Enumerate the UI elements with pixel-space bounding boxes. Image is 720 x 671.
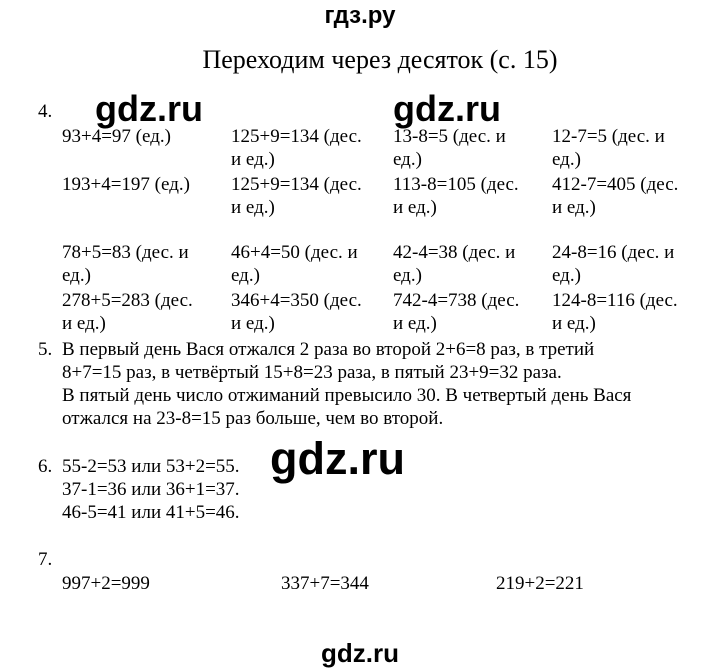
watermark: gdz.ru — [270, 433, 405, 484]
task4-cell: и ед.) — [393, 313, 437, 334]
task7-item: 219+2=221 — [496, 573, 584, 594]
task4-cell: 346+4=350 (дес. — [231, 290, 362, 311]
task5-number: 5. — [38, 339, 53, 360]
task4-cell: 24-8=16 (дес. и — [552, 242, 675, 263]
task4-cell: 125+9=134 (дес. — [231, 126, 362, 147]
task4-cell: и ед.) — [231, 313, 275, 334]
task4-cell: и ед.) — [231, 197, 275, 218]
task4-cell: 13-8=5 (дес. и — [393, 126, 506, 147]
watermark: gdz.ru — [95, 88, 203, 129]
task6-line: 55-2=53 или 53+2=55. — [62, 456, 240, 477]
task4-cell: 113-8=105 (дес. — [393, 174, 519, 195]
task7-item: 997+2=999 — [62, 573, 150, 594]
task6-line: 37-1=36 или 36+1=37. — [62, 479, 240, 500]
task7-number: 7. — [38, 549, 53, 570]
task4-cell: 125+9=134 (дес. — [231, 174, 362, 195]
task4-cell: 124-8=116 (дес. — [552, 290, 678, 311]
task4-cell: и ед.) — [552, 197, 596, 218]
task4-cell: 278+5=283 (дес. — [62, 290, 193, 311]
task6-number: 6. — [38, 456, 53, 477]
task5-line: отжался на 23-8=15 раз больше, чем во второй. — [62, 408, 444, 429]
page-title: Переходим через десяток (с. 15) — [202, 45, 558, 74]
task4-cell: и ед.) — [393, 197, 437, 218]
task4-cell: 93+4=97 (ед.) — [62, 126, 171, 147]
task5-line: 8+7=15 раз, в четвёртый 15+8=23 раза, в пятый 23+9=32 раза. — [62, 362, 562, 383]
watermark: gdz.ru — [321, 638, 399, 668]
task4-cell: ед.) — [552, 265, 581, 286]
task4-cell: ед.) — [552, 149, 581, 170]
task6-line: 46-5=41 или 41+5=46. — [62, 502, 240, 523]
site-header: гдз.ру — [324, 2, 396, 29]
task4-cell: 742-4=738 (дес. — [393, 290, 520, 311]
task4-cell: и ед.) — [552, 313, 596, 334]
task4-cell: и ед.) — [231, 149, 275, 170]
task4-number: 4. — [38, 101, 53, 122]
task4-cell: 193+4=197 (ед.) — [62, 174, 190, 195]
watermark: gdz.ru — [393, 88, 501, 129]
task4-cell: и ед.) — [62, 313, 106, 334]
task4-cell: ед.) — [393, 265, 422, 286]
task5-line: В пятый день число отжиманий превысило 30. В четвертый день Вася — [62, 385, 632, 406]
task4-cell: 78+5=83 (дес. и — [62, 242, 189, 263]
task4-cell: 46+4=50 (дес. и — [231, 242, 358, 263]
task4-cell: 412-7=405 (дес. — [552, 174, 679, 195]
task4-cell: 12-7=5 (дес. и — [552, 126, 665, 147]
task4-cell: ед.) — [393, 149, 422, 170]
task4-cell: ед.) — [231, 265, 260, 286]
task4-cell: ед.) — [62, 265, 91, 286]
task7-item: 337+7=344 — [281, 573, 369, 594]
task5-line: В первый день Вася отжался 2 раза во второй 2+6=8 раз, в третий — [62, 339, 595, 360]
task4-cell: 42-4=38 (дес. и — [393, 242, 516, 263]
